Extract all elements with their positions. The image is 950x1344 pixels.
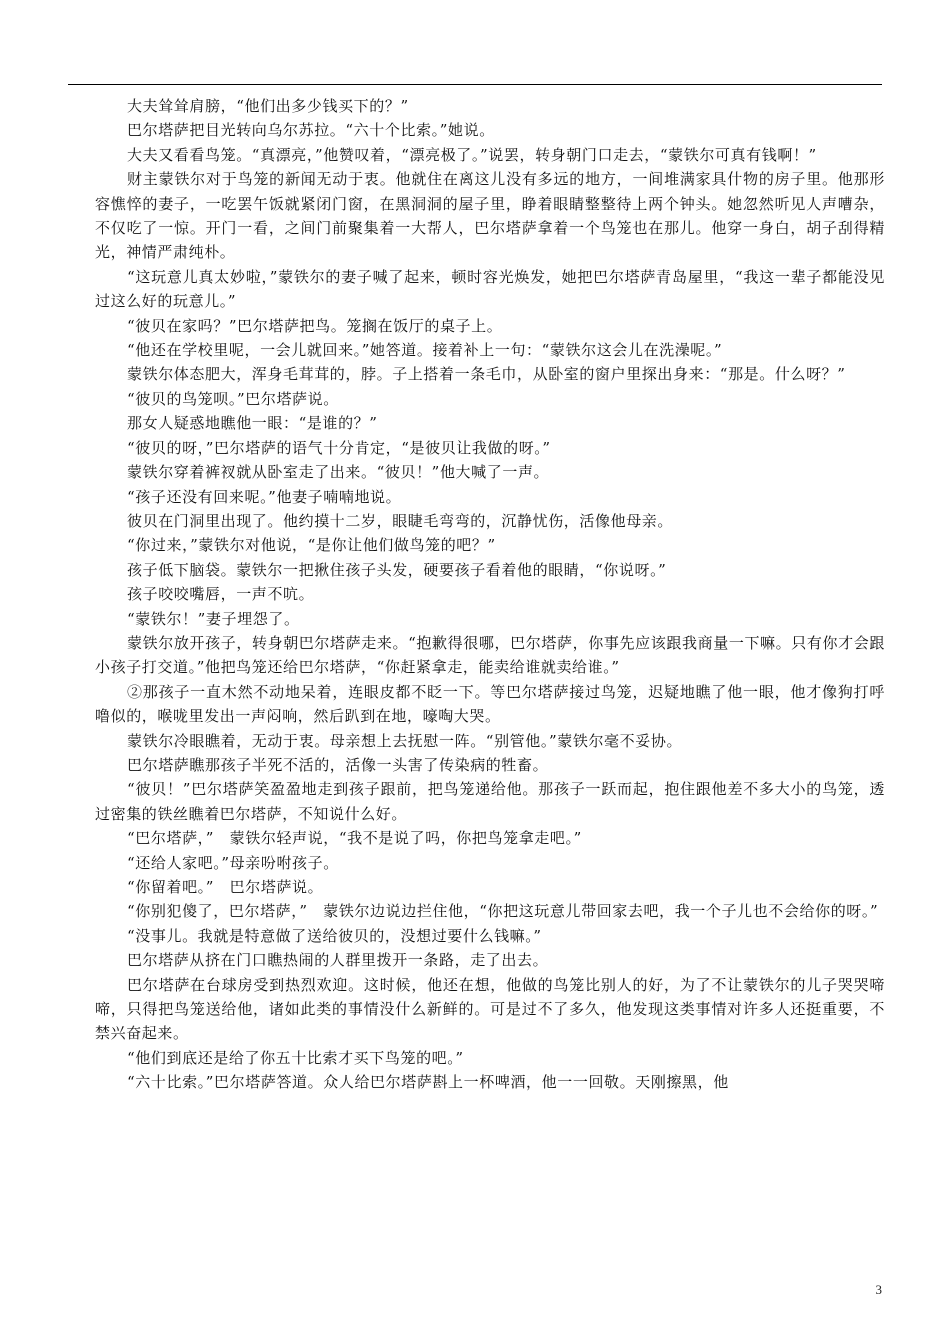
paragraph: “你别犯傻了，巴尔塔萨，” 蒙铁尔边说边拦住他，“你把这玩意儿带回家去吧，我一个子儿也不会给你的呀。” [127,902,879,921]
paragraph: 蒙铁尔穿着裤衩就从卧室走了出来。“彼贝！”他大喊了一声。 [127,463,550,482]
paragraph: 孩子咬咬嘴唇，一声不吭。 [127,585,315,604]
paragraph: ②那孩子一直木然不动地呆着，连眼皮都不眨一下。等巴尔塔萨接过鸟笼，迟疑地瞧了他一眼，他才像狗打呼噜似的，喉咙里发出一声闷响，然后趴到在地，嚎啕大哭。 [95,682,885,726]
paragraph: “这玩意儿真太妙啦，”蒙铁尔的妻子喊了起来，顿时容光焕发，她把巴尔塔萨青岛屋里，“我这一辈子都能没见过这么好的玩意儿。” [95,267,885,311]
paragraph: “孩子还没有回来呢。”他妻子喃喃地说。 [127,487,402,506]
paragraph: 巴尔塔萨从挤在门口瞧热闹的人群里拨开一条路，走了出去。 [127,951,549,970]
paragraph: “彼贝在家吗？”巴尔塔萨把鸟。笼搁在饭厅的桌子上。 [127,316,503,335]
paragraph: “巴尔塔萨，” 蒙铁尔轻声说，“我不是说了吗，你把鸟笼拿走吧。” [127,829,582,848]
paragraph: 蒙铁尔放开孩子，转身朝巴尔塔萨走来。“抱歉得很哪，巴尔塔萨，你事先应该跟我商量一下嘛。只有你才会跟小孩子打交道。”他把鸟笼还给巴尔塔萨，“你赶紧拿走，能卖给谁就卖给谁。” [95,633,885,677]
paragraph: “没事儿。我就是特意做了送给彼贝的，没想过要什么钱嘛。” [127,926,542,945]
paragraph: 那女人疑惑地瞧他一眼：“是谁的？” [127,414,378,433]
paragraph: 蒙铁尔冷眼瞧着，无动于衷。母亲想上去抚慰一阵。“别管他。”蒙铁尔毫不妥协。 [127,731,683,750]
paragraph: 巴尔塔萨把目光转向乌尔苏拉。“六十个比索。”她说。 [127,121,495,140]
paragraph: “彼贝的呀，”巴尔塔萨的语气十分肯定，“是彼贝让我做的呀。” [127,438,551,457]
paragraph: “你过来，”蒙铁尔对他说，“是你让他们做鸟笼的吧？” [127,536,496,555]
paragraph: “六十比索。”巴尔塔萨答道。众人给巴尔塔萨斟上一杯啤酒，他一一回敬。天刚擦黑，他 [127,1073,729,1092]
paragraph: 巴尔塔萨在台球房受到热烈欢迎。这时候，他还在想，他做的鸟笼比别人的好，为了不让蒙铁尔的儿子哭哭啼啼，只得把鸟笼送给他，诸如此类的事情没什么新鲜的。可是过不了多久，他发现这类事情对许多人还挺重要，不禁兴奋起来。 [95,975,885,1043]
paragraph: 孩子低下脑袋。蒙铁尔一把揪住孩子头发，硬要孩子看着他的眼睛，“你说呀。” [127,560,667,579]
paragraph: “彼贝！”巴尔塔萨笑盈盈地走到孩子跟前，把鸟笼递给他。那孩子一跃而起，抱住跟他差不多大小的鸟笼，透过密集的铁丝瞧着巴尔塔萨，不知说什么好。 [95,780,885,823]
paragraph: “还给人家吧。”母亲吩咐孩子。 [127,853,339,872]
paragraph: 大夫耸耸肩膀，“他们出多少钱买下的？” [127,97,409,115]
paragraph: 彼贝在门洞里出现了。他约摸十二岁，眼睫毛弯弯的，沉静忧伤，活像他母亲。 [127,511,674,530]
page-number: 3 [875,1282,882,1297]
paragraph: 大夫又看看鸟笼。“真漂亮，”他赞叹着，“漂亮极了。”说罢，转身朝门口走去，“蒙铁尔可真有钱啊！” [127,145,817,164]
header-rule [68,84,882,85]
story-text [95,94,885,1095]
paragraph: “彼贝的鸟笼呗。”巴尔塔萨说。 [127,389,339,408]
paragraph: 巴尔塔萨瞧那孩子半死不活的，活像一头害了传染病的牲畜。 [127,755,549,774]
paragraph: “你留着吧。” 巴尔塔萨说。 [127,878,324,896]
paragraph: “他还在学校里呢，一会儿就回来。”她答道。接着补上一句：“蒙铁尔这会儿在洗澡呢。” [127,341,723,360]
paragraph: 蒙铁尔体态肥大，浑身毛茸茸的，脖。子上搭着一条毛巾，从卧室的窗户里探出身来：“那是。什么呀？” [127,365,846,384]
paragraph: 财主蒙铁尔对于鸟笼的新闻无动于衷。他就住在离这儿没有多远的地方，一间堆满家具什物的房子里。他那形容憔悴的妻子，一吃罢午饭就紧闭门窗，在黑洞洞的屋子里，睁着眼睛整整待上两个钟头。她忽然听见人声嘈杂，不仅吃了一惊。开门一看，之间门前聚集着一大帮人，巴尔塔萨拿着一个鸟笼也在那儿。他穿一身白，胡子刮得精光，神情严肃纯朴。 [95,170,885,262]
paragraph: “他们到底还是给了你五十比索才买下鸟笼的吧。” [127,1048,464,1067]
paragraph: “蒙铁尔！”妻子埋怨了。 [127,609,300,628]
